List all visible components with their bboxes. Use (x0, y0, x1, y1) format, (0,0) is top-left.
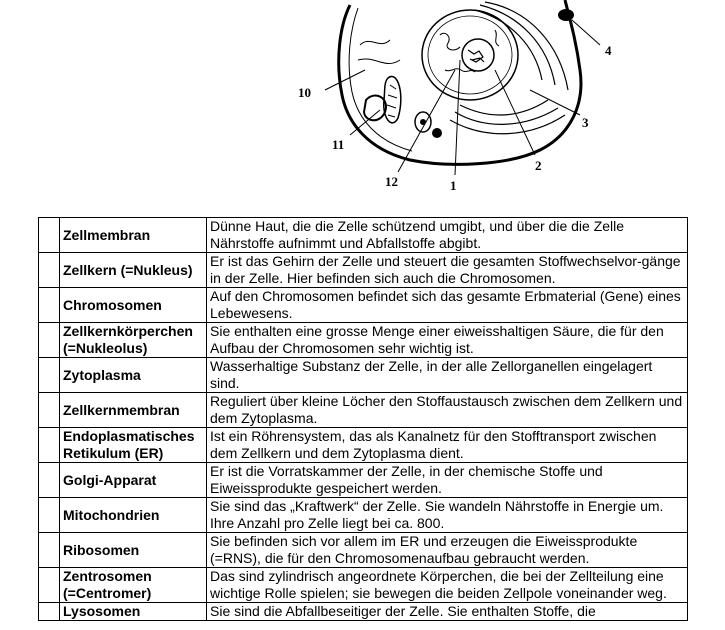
number-cell (39, 428, 60, 463)
organelle-table (38, 217, 688, 621)
table-row (39, 393, 688, 428)
number-cell (39, 218, 60, 253)
term-cell: Lysosomen (60, 603, 207, 621)
lysosome (364, 96, 386, 121)
table-row (39, 463, 688, 498)
label-3: 3 (582, 115, 589, 130)
number-cell (39, 498, 60, 533)
nucleolus (462, 39, 494, 71)
term-cell: Zentrosomen (=Centromer) (60, 568, 207, 603)
number-cell (39, 568, 60, 603)
description-cell: Reguliert über kleine Löcher den Stoffaustausch zwischen dem Zellkern und dem Zytoplasma. (207, 393, 688, 428)
number-cell (39, 533, 60, 568)
term-cell: Zytoplasma (60, 358, 207, 393)
table-row (39, 253, 688, 288)
term-cell: Endoplasmatisches Retikulum (ER) (60, 428, 207, 463)
number-cell (39, 323, 60, 358)
table-row (39, 323, 688, 358)
description-cell: Sie sind die Abfallbeseitiger der Zelle. Sie enthalten Stoffe, die (207, 603, 688, 621)
cell-diagram (280, 0, 620, 200)
table-row (39, 568, 688, 603)
term-cell: Ribosomen (60, 533, 207, 568)
table-row (39, 533, 688, 568)
description-cell: Er ist das Gehirn der Zelle und steuert die gesamten Stoffwechselvor-gänge in der Zelle. Hier befinden sich auch die Chromosomen. (207, 253, 688, 288)
label-4: 4 (605, 43, 612, 58)
description-cell: Wasserhaltige Substanz der Zelle, in der alle Zellorganellen eingelagert sind. (207, 358, 688, 393)
table-row (39, 218, 688, 253)
table-row (39, 428, 688, 463)
label-2: 2 (535, 158, 542, 173)
label-11: 11 (332, 137, 345, 152)
number-cell (39, 288, 60, 323)
label-12: 12 (385, 174, 398, 189)
description-cell: Sie enthalten eine grosse Menge einer eiweisshaltigen Säure, die für den Aufbau der Chromosomen sehr wichtig ist. (207, 323, 688, 358)
description-cell: Dünne Haut, die die Zelle schützend umgibt, und über die die Zelle Nährstoffe aufnimmt und Abfallstoffe abgibt. (207, 218, 688, 253)
term-cell: Zellmembran (60, 218, 207, 253)
description-cell: Er ist die Vorratskammer der Zelle, in der chemische Stoffe und Eiweissprodukte gespeichert werden. (207, 463, 688, 498)
term-cell: Chromosomen (60, 288, 207, 323)
term-cell: Mitochondrien (60, 498, 207, 533)
centrosome (558, 9, 574, 21)
number-cell (39, 463, 60, 498)
table-row (39, 498, 688, 533)
term-cell: Zellkern (=Nukleus) (60, 253, 207, 288)
term-cell: Golgi-Apparat (60, 463, 207, 498)
term-cell: Zellkernkörperchen (=Nukleolus) (60, 323, 207, 358)
term-cell: Zellkernmembran (60, 393, 207, 428)
label-1: 1 (450, 178, 457, 193)
description-cell: Ist ein Röhrensystem, das als Kanalnetz für den Stofftransport zwischen dem Zellkern und dem Zytoplasma dient. (207, 428, 688, 463)
leader-lines (325, 20, 600, 175)
table-row (39, 358, 688, 393)
description-cell: Sie sind das „Kraftwerk“ der Zelle. Sie wandeln Nährstoffe in Energie um. Ihre Anzahl pro Zelle liegt bei ca. 800. (207, 498, 688, 533)
number-cell (39, 253, 60, 288)
nucleus (422, 10, 518, 100)
granule (432, 128, 442, 138)
table-row (39, 603, 688, 621)
description-cell: Das sind zylindrisch angeordnete Körperchen, die bei der Zellteilung eine wichtige Rolle spielen; sie bewegen die beiden Zellpole voneinander weg. (207, 568, 688, 603)
label-10: 10 (298, 85, 311, 100)
description-cell: Auf den Chromosomen befindet sich das gesamte Erbmaterial (Gene) eines Lebewesens. (207, 288, 688, 323)
description-cell: Sie befinden sich vor allem im ER und erzeugen die Eiweissprodukte (=RNS), die für den Chromosomenaufbau gebraucht werden. (207, 533, 688, 568)
cell-membrane-outline (339, 0, 581, 164)
table-row (39, 288, 688, 323)
number-cell (39, 393, 60, 428)
number-cell (39, 603, 60, 621)
number-cell (39, 358, 60, 393)
